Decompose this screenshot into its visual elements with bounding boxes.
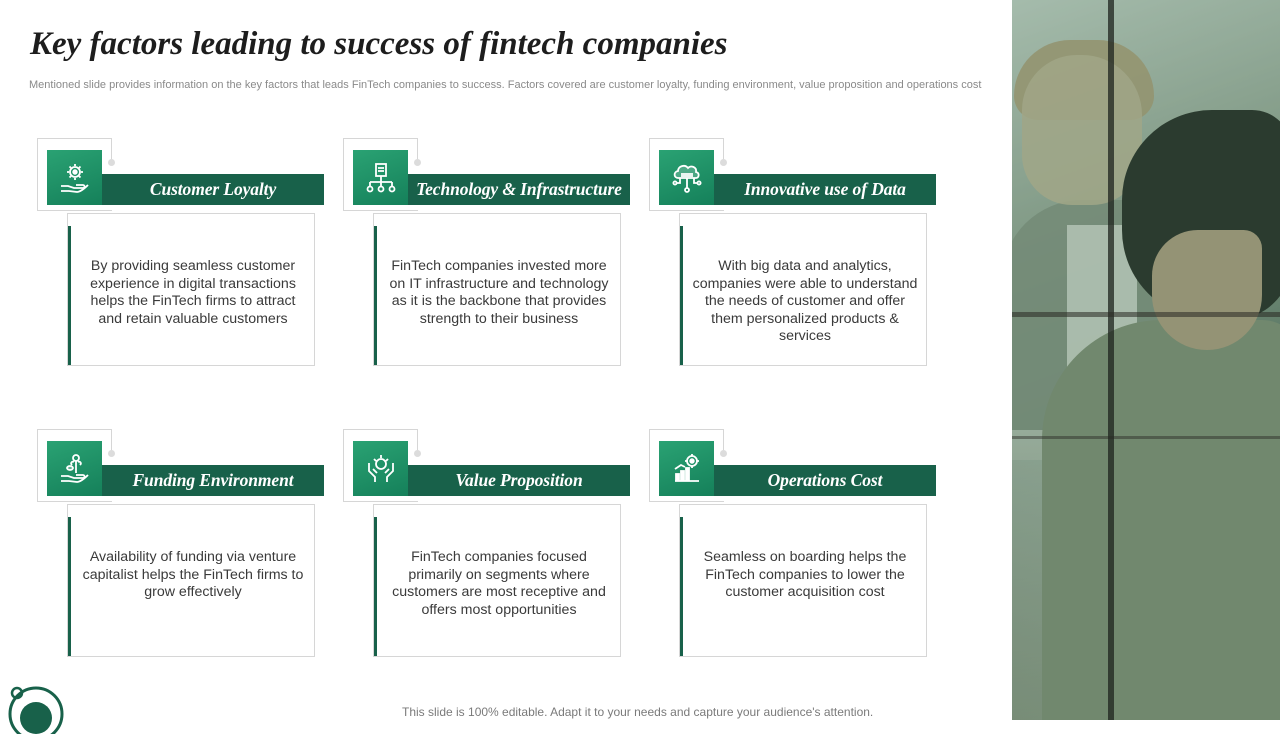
accent-bar (680, 226, 683, 365)
description-box (373, 213, 621, 366)
outline-dot (108, 450, 115, 457)
office-photo (1012, 0, 1280, 720)
card-description: With big data and analytics, companies were able to understand the needs of customer and offer them personalized products & services (692, 258, 918, 345)
factor-card-funding-environment (37, 429, 327, 659)
card-title: Operations Cost (714, 465, 936, 496)
outline-dot (108, 159, 115, 166)
accent-bar (680, 517, 683, 656)
factor-card-innovative-data (649, 138, 939, 368)
outline-dot (414, 159, 421, 166)
outline-tick (417, 429, 418, 451)
outline-dot (720, 159, 727, 166)
card-description: Availability of funding via venture capitalist helps the FinTech firms to grow effectively (82, 549, 304, 601)
gear-hand-icon (47, 150, 102, 205)
outline-tick (723, 429, 724, 451)
network-icon (353, 150, 408, 205)
description-box (67, 213, 315, 366)
card-title: Customer Loyalty (102, 174, 324, 205)
photo-window-frame (1108, 0, 1114, 720)
footer-note: This slide is 100% editable. Adapt it to your needs and capture your audience's attention. (402, 705, 874, 719)
outline-tick (417, 138, 418, 160)
money-hand-icon (47, 441, 102, 496)
accent-bar (68, 226, 71, 365)
description-box (67, 504, 315, 657)
accent-bar (68, 517, 71, 656)
factor-card-customer-loyalty (37, 138, 327, 368)
outline-dot (414, 450, 421, 457)
card-description: FinTech companies focused primarily on segments where customers are most receptive and offers most opportunities (392, 549, 606, 618)
card-title: Technology & Infrastructure (408, 174, 630, 205)
description-box (373, 504, 621, 657)
photo-window-rail-lower (1012, 436, 1280, 439)
outline-tick (111, 138, 112, 160)
description-box (679, 504, 927, 657)
value-hands-icon (353, 441, 408, 496)
accent-bar (374, 517, 377, 656)
outline-tick (723, 138, 724, 160)
outline-dot (720, 450, 727, 457)
slide-subtitle: Mentioned slide provides information on the key factors that leads FinTech companies to success. Factors covered are customer loyalty, funding environment, value proposition and operations cost (29, 79, 982, 91)
description-box (679, 213, 927, 366)
card-description: Seamless on boarding helps the FinTech companies to lower the customer acquisition cost (703, 549, 907, 601)
photo-window-rail (1012, 312, 1280, 317)
card-description: By providing seamless customer experience in digital transactions helps the FinTech firms to attract and retain valuable customers (90, 258, 296, 327)
factor-card-technology-infrastructure (343, 138, 633, 368)
photo-green-overlay (1012, 0, 1280, 720)
logo-mark (6, 684, 70, 734)
card-description: FinTech companies invested more on IT infrastructure and technology as it is the backbone that provides strength to their business (389, 258, 609, 327)
slide-title: Key factors leading to success of fintech companies (30, 26, 728, 62)
card-title: Innovative use of Data (714, 174, 936, 205)
card-title: Value Proposition (408, 465, 630, 496)
accent-bar (374, 226, 377, 365)
cost-chart-icon (659, 441, 714, 496)
outline-tick (111, 429, 112, 451)
cloud-data-icon (659, 150, 714, 205)
factor-card-value-proposition (343, 429, 633, 659)
factor-card-operations-cost (649, 429, 939, 659)
card-title: Funding Environment (102, 465, 324, 496)
